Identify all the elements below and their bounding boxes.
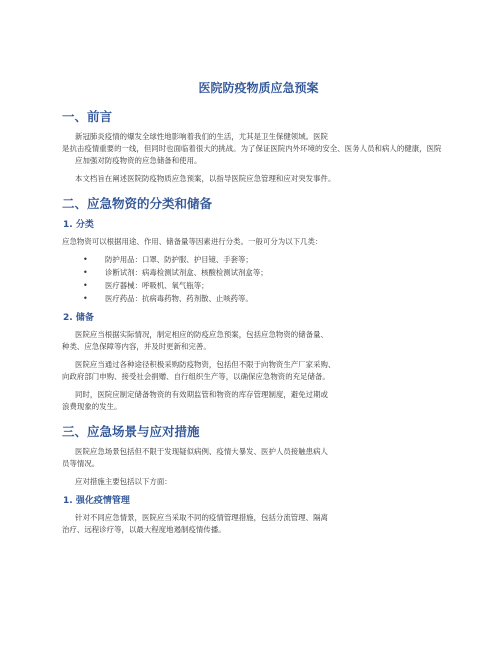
paragraph-line: 医院应急场景包括但不限于发现疑似病例、疫情大暴发、医护人员接触患病人 — [75, 446, 328, 456]
paragraph-line: 针对不同应急情景，医院应当采取不同的疫情管理措施，包括分流管理、隔离 — [75, 512, 328, 522]
supply-category-list — [75, 254, 442, 305]
paragraph — [62, 131, 442, 167]
paragraph — [62, 446, 442, 470]
list-item — [75, 280, 442, 292]
paragraph-line: 是抗击疫情重要的一线，但同时也面临着很大的挑战。为了保证医院内外环境的安全、医务人员和病人的健康，医院应加强对防疫物资的应急储备和使用。 — [62, 144, 442, 165]
paragraph: 应对措施主要包括以下方面： — [75, 476, 172, 486]
paragraph-line: 向政府部门申购、接受社会捐赠、自行组织生产等，以确保应急物资的充足储备。 — [62, 371, 330, 381]
bullet-icon: • — [83, 268, 88, 277]
section-heading-supplies: 二、应急物资的分类和储备 — [62, 196, 213, 211]
section-heading-response: 三、应急场景与应对措施 — [62, 423, 200, 439]
paragraph — [62, 359, 442, 383]
paragraph — [62, 329, 442, 353]
paragraph — [62, 389, 442, 413]
list-item-text: 诊断试剂：病毒检测试剂盒、核酸检测试剂盒等； — [105, 268, 268, 277]
subsection-heading-reserve: 2. 储备 — [63, 312, 94, 323]
paragraph-line: 同时，医院应制定储备物资的有效期监管和物资的库存管理制度，避免过期或 — [75, 389, 328, 399]
list-item — [75, 254, 442, 266]
paragraph-line: 新冠肺炎疫情的爆发全球性地影响着我们的生活，尤其是卫生保健领域。医院 — [75, 132, 328, 141]
bullet-icon: • — [83, 294, 88, 303]
paragraph — [62, 512, 442, 536]
paragraph-line: 浪费现象的发生。 — [62, 401, 122, 411]
paragraph-line: 医院应当根据实际情况，制定相应的防疫应急预案，包括应急物资的储备量、 — [75, 329, 328, 339]
bullet-icon: • — [83, 255, 88, 264]
paragraph-line: 种类、应急保障等内容，并及时更新和完善。 — [62, 341, 211, 351]
paragraph-line: 治疗、远程诊疗等，以最大程度地遏制疫情传播。 — [62, 524, 226, 534]
list-item-text: 医疗器械：呼吸机、氧气瓶等； — [105, 281, 209, 290]
page-title: 医院防疫物质应急预案 — [198, 81, 319, 95]
list-item — [75, 267, 442, 279]
bullet-icon: • — [83, 281, 88, 290]
subsection-heading-epidemic-management: 1. 强化疫情管理 — [63, 495, 130, 506]
section-heading-preface: 一、前言 — [62, 109, 113, 124]
paragraph: 本文档旨在阐述医院防疫物质应急预案，以指导医院应急管理和应对突发事件。 — [75, 174, 336, 183]
list-item — [75, 293, 442, 305]
list-item-text: 医疗药品：抗病毒药物、药剂散、止咳药等。 — [105, 294, 253, 303]
subsection-heading-classification: 1. 分类 — [63, 220, 94, 230]
paragraph-line: 员等情况。 — [62, 458, 100, 468]
list-item-text: 防护用品：口罩、防护服、护目镜、手套等； — [105, 255, 253, 264]
paragraph-line: 医院应当通过各种途径积极采购防疫物资，包括但不限于向物资生产厂家采购、 — [75, 359, 336, 369]
paragraph: 应急物资可以根据用途、作用、储备量等因素进行分类。一般可分为以下几类： — [62, 237, 323, 246]
